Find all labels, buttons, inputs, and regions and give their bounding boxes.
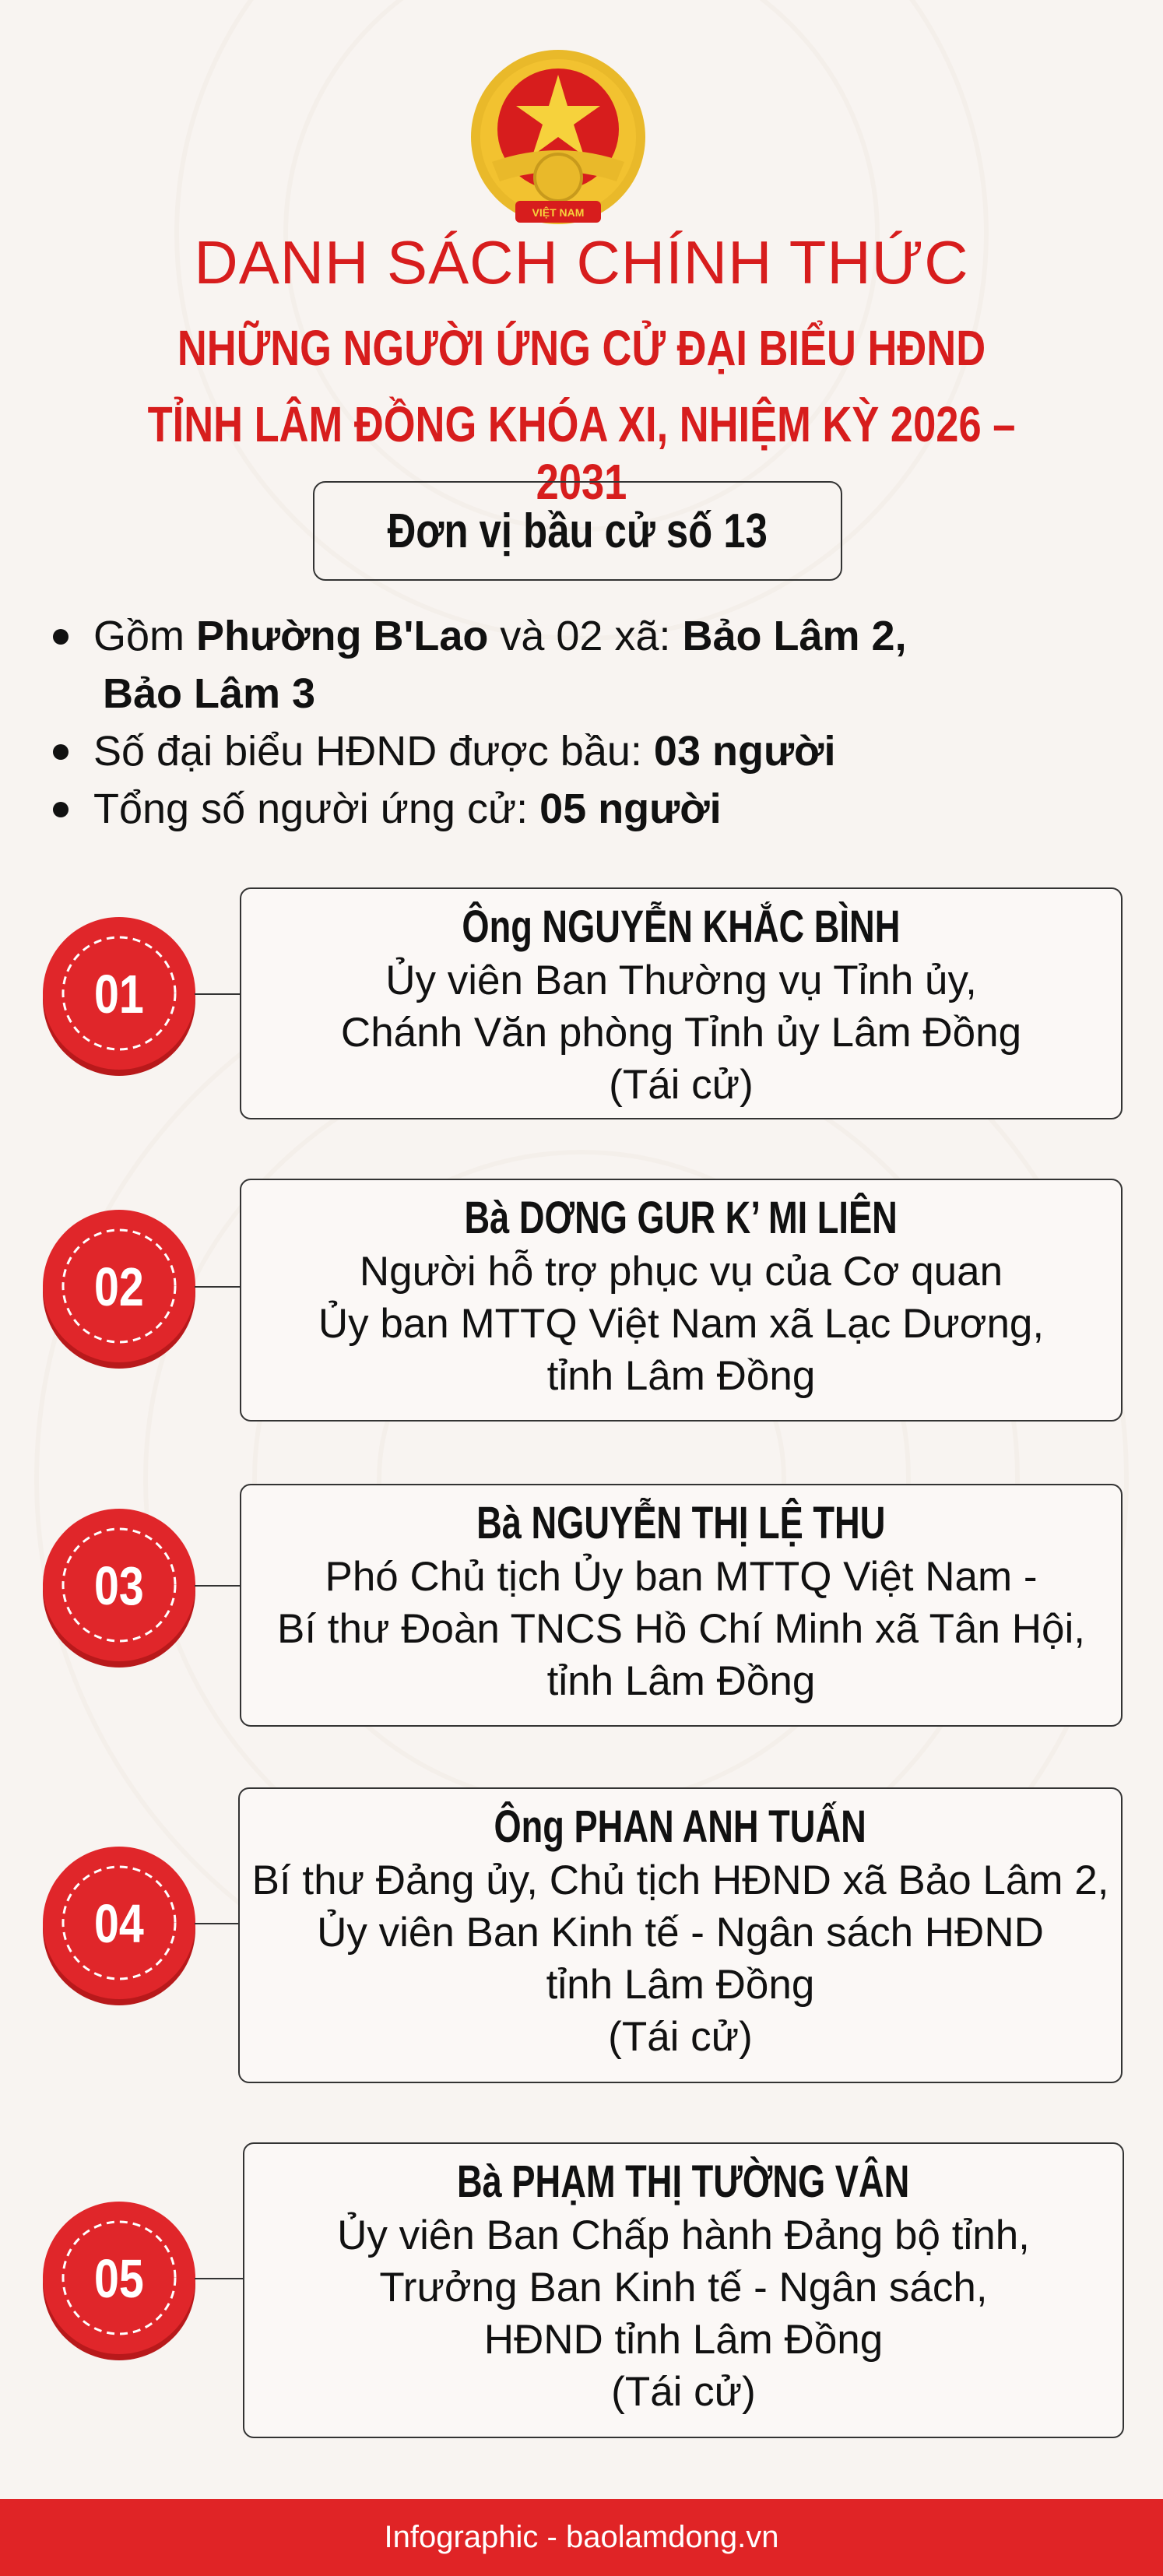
candidate-card — [238, 1787, 1123, 2083]
candidate-name: Bà PHẠM THỊ TƯỜNG VÂN — [457, 2156, 910, 2207]
candidate-position-line: tỉnh Lâm Đồng — [546, 1353, 816, 1399]
national-emblem-icon — [461, 45, 655, 240]
info-row-candidates-count: Tổng số người ứng cử: 05 người — [48, 780, 1123, 838]
candidate-number: 04 — [94, 1893, 144, 1954]
candidate-number: 03 — [94, 1555, 144, 1616]
candidate-position-line: Ủy viên Ban Kinh tế - Ngân sách HĐND — [317, 1910, 1044, 1956]
svg-text:VIỆT NAM: VIỆT NAM — [532, 206, 585, 219]
badge-connector-line — [195, 2278, 243, 2279]
candidate-name: Bà NGUYỄN THỊ LỆ THU — [476, 1498, 886, 1548]
candidate-position-line: Ủy viên Ban Chấp hành Đảng bộ tỉnh, — [337, 2212, 1030, 2258]
candidate-position-line: Ủy viên Ban Thường vụ Tỉnh ủy, — [385, 958, 977, 1003]
candidate-position-line: Chánh Văn phòng Tỉnh ủy Lâm Đồng — [340, 1010, 1022, 1056]
candidate-number: 05 — [94, 2248, 144, 2309]
badge-connector-line — [195, 1286, 240, 1288]
candidate-name: Ông NGUYỄN KHẮC BÌNH — [462, 901, 901, 952]
candidate-position-line: HĐND tỉnh Lâm Đồng — [483, 2317, 884, 2363]
info-row-areas: Gồm Phường B'Lao và 02 xã: Bảo Lâm 2, — [48, 607, 1123, 665]
candidate-card — [240, 1179, 1123, 1422]
unit-info-list — [48, 607, 1123, 838]
title-line-3: TỈNH LÂM ĐỒNG KHÓA XI, NHIỆM KỲ 2026 – 2031 — [147, 396, 1016, 510]
candidate-position-line: Người hỗ trợ phục vụ của Cơ quan — [359, 1249, 1003, 1295]
candidate-card — [243, 2142, 1124, 2438]
candidate-position-line: Phó Chủ tịch Ủy ban MTTQ Việt Nam - — [325, 1554, 1038, 1600]
badge-connector-line — [195, 1923, 238, 1924]
candidate-position-line: (Tái cử) — [608, 2014, 753, 2060]
badge-connector-line — [195, 993, 240, 995]
candidate-number-badge — [37, 2197, 201, 2360]
candidate-position-line: Bí thư Đoàn TNCS Hồ Chí Minh xã Tân Hội, — [276, 1606, 1085, 1652]
candidate-position-line: Ủy ban MTTQ Việt Nam xã Lạc Dương, — [318, 1301, 1045, 1347]
candidate-name: Bà DƠNG GUR K’ MI LIÊN — [464, 1193, 898, 1243]
candidate-number-badge — [37, 912, 201, 1076]
electoral-unit-box — [313, 481, 842, 581]
info-row-seats: Số đại biểu HĐND được bầu: 03 người — [48, 722, 1123, 780]
footer-credit: Infographic - baolamdong.vn — [0, 2499, 1163, 2576]
candidate-position-line: (Tái cử) — [611, 2369, 756, 2415]
candidate-number-badge — [37, 1504, 201, 1668]
title-line-2: NHỮNG NGƯỜI ỨNG CỬ ĐẠI BIỂU HĐND — [177, 320, 986, 376]
candidate-position-line: (Tái cử) — [609, 1062, 754, 1108]
electoral-unit-label: Đơn vị bầu cử số 13 — [387, 504, 768, 558]
candidate-position-line: tỉnh Lâm Đồng — [546, 1962, 815, 2008]
info-row-areas-cont: Bảo Lâm 3 — [103, 670, 316, 717]
candidate-position-line: Bí thư Đảng ủy, Chủ tịch HĐND xã Bảo Lâm 2, — [251, 1857, 1109, 1903]
candidate-number-badge — [37, 1205, 201, 1369]
badge-connector-line — [195, 1585, 240, 1587]
candidate-name: Ông PHAN ANH TUẤN — [494, 1801, 867, 1852]
candidate-number-badge — [37, 1842, 201, 2005]
candidate-card — [240, 1484, 1123, 1727]
candidate-position-line: Trưởng Ban Kinh tế - Ngân sách, — [379, 2265, 988, 2311]
candidate-number: 02 — [94, 1256, 144, 1317]
candidate-position-line: tỉnh Lâm Đồng — [546, 1658, 816, 1704]
title-line-1: DANH SÁCH CHÍNH THỨC — [194, 228, 969, 297]
candidate-card — [240, 887, 1123, 1119]
candidate-number: 01 — [94, 964, 144, 1024]
